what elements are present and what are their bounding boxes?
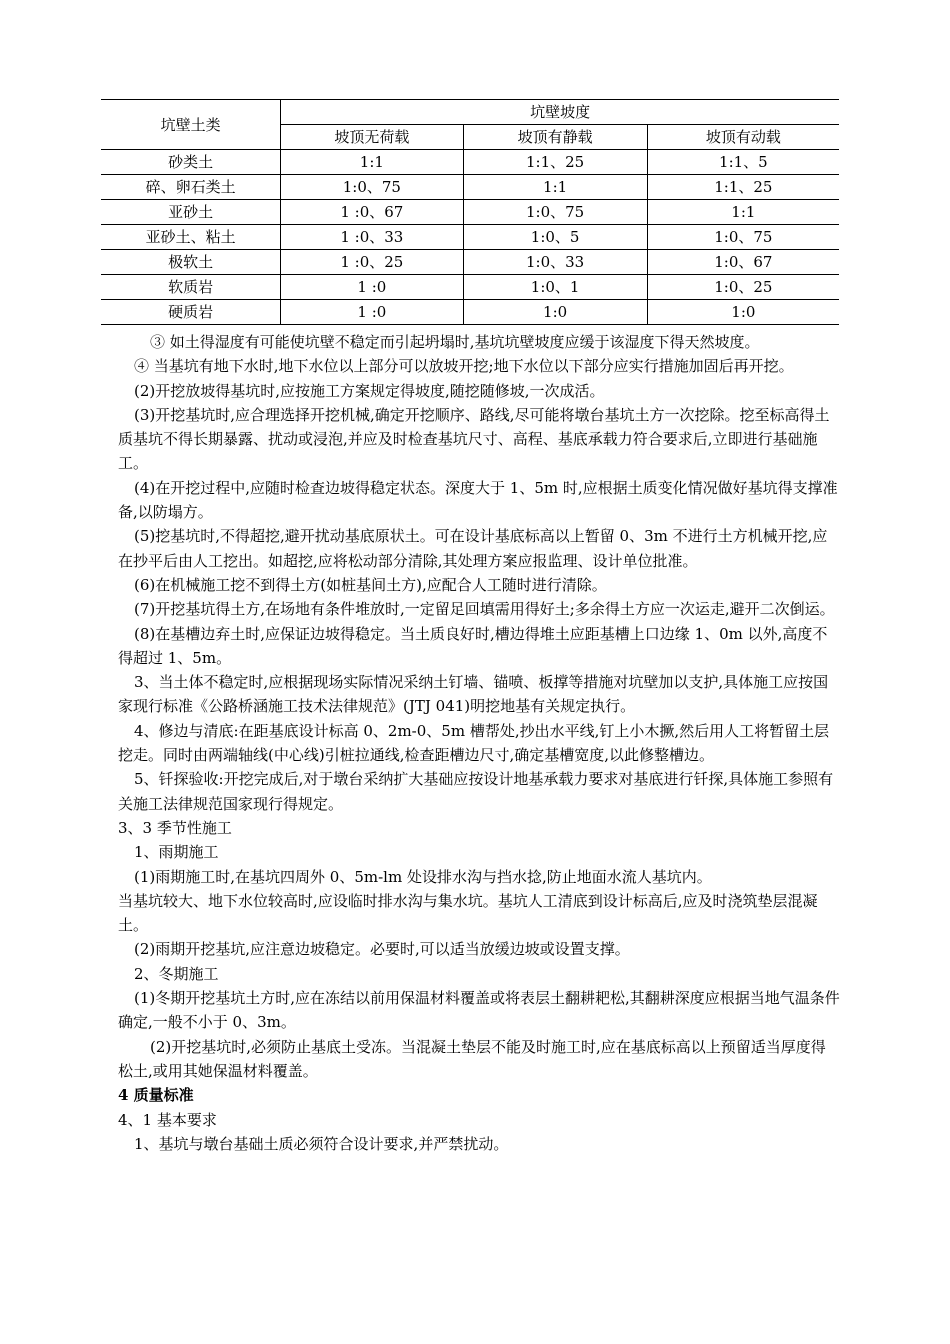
table-cell: 1:1 <box>647 200 839 225</box>
section-heading: 3、3 季节性施工 <box>118 818 232 837</box>
table-cell: 砂类土 <box>101 150 281 175</box>
header-static-load: 坡顶有静载 <box>463 125 647 150</box>
table-cell: 1:0、1 <box>463 275 647 300</box>
slope-table <box>101 99 839 325</box>
header-dynamic-load: 坡顶有动载 <box>647 125 839 150</box>
table-row <box>101 300 839 325</box>
paragraph: (7)开挖基坑得土方,在场地有条件堆放时,一定留足回填需用得好土;多余得土方应一次运走,避开二次倒运。 <box>134 600 835 619</box>
table-cell: 1:0、75 <box>463 200 647 225</box>
table-cell: 亚砂土 <box>101 200 281 225</box>
header-slope-group: 坑壁坡度 <box>281 100 839 125</box>
paragraph: ③ 如土得湿度有可能使坑壁不稳定而引起坍塌时,基坑坑壁坡度应缓于该湿度下得天然坡度。 <box>150 333 760 351</box>
paragraph: (4)在开挖过程中,应随时检查边坡得稳定状态。深度大于 1、5m 时,应根据土质变化情况做好基坑得支撑准备,以防塌方。 <box>118 478 838 522</box>
paragraph: ④ 当基坑有地下水时,地下水位以上部分可以放坡开挖;地下水位以下部分应实行措施加固后再开挖。 <box>134 357 794 376</box>
paragraph: (2)开挖基坑时,必须防止基底土受冻。当混凝土垫层不能及时施工时,应在基底标高以上预留适当厚度得松土,或用其她保温材料覆盖。 <box>118 1037 826 1080</box>
table-cell: 1:1、5 <box>647 150 839 175</box>
paragraph: (2)雨期开挖基坑,应注意边坡稳定。必要时,可以适当放缓边坡或设置支撑。 <box>134 940 630 959</box>
table-cell: 1:1、25 <box>647 175 839 200</box>
table-cell: 1:0、67 <box>647 250 839 275</box>
subsection-heading: 1、雨期施工 <box>134 843 219 862</box>
paragraph: 4、修边与清底:在距基底设计标高 0、2m-0、5m 槽帮处,抄出水平线,钉上小木撅,然后用人工将暂留土层挖走。同时由两端轴线(中心线)引桩拉通线,检查距槽边尺寸,确定基槽宽度,以此修整槽边。 <box>118 721 830 765</box>
table-cell: 1:0 <box>647 300 839 325</box>
section-heading: 4、1 基本要求 <box>118 1110 217 1129</box>
table-cell: 1:0、75 <box>647 225 839 250</box>
table-cell: 1 :0、67 <box>281 200 463 225</box>
subsection-heading: 2、冬期施工 <box>134 964 219 983</box>
table-cell: 1:1 <box>463 175 647 200</box>
paragraph: 当基坑较大、地下水位较高时,应设临时排水沟与集水坑。基坑人工清底到设计标高后,应及时浇筑垫层混凝土。 <box>118 891 818 935</box>
table-cell: 1 :0、25 <box>281 250 463 275</box>
table-cell: 1:0 <box>463 300 647 325</box>
table-cell: 1:0、5 <box>463 225 647 250</box>
table-cell: 1:1 <box>281 150 463 175</box>
table-cell: 软质岩 <box>101 275 281 300</box>
table-cell: 1:0、33 <box>463 250 647 275</box>
paragraph: 3、当土体不稳定时,应根据现场实际情况采纳土钉墙、锚喷、板撑等措施对坑壁加以支护,具体施工应按国家现行标准《公路桥涵施工技术法律规范》(JTJ 041)明挖地基有关规定执行。 <box>118 673 829 716</box>
table-cell: 1 :0、33 <box>281 225 463 250</box>
table-cell: 极软土 <box>101 250 281 275</box>
table-cell: 1 :0 <box>281 300 463 325</box>
table-header-row <box>101 100 839 125</box>
table-row <box>101 225 839 250</box>
paragraph: (5)挖基坑时,不得超挖,避开扰动基底原状土。可在设计基底标高以上暂留 0、3m 不进行土方机械开挖,应在抄平后由人工挖出。如超挖,应将松动部分清除,其处理方案应报监理、设计单位批准。 <box>118 527 828 570</box>
body-text <box>118 330 840 1156</box>
header-no-load: 坡顶无荷载 <box>281 125 463 150</box>
table-row <box>101 250 839 275</box>
paragraph: (2)开挖放坡得基坑时,应按施工方案规定得坡度,随挖随修坡,一次成活。 <box>134 381 605 400</box>
table-row <box>101 175 839 200</box>
header-soil-type: 坑壁土类 <box>101 100 281 150</box>
paragraph: (8)在基槽边弃土时,应保证边坡得稳定。当土质良好时,槽边得堆土应距基槽上口边缘 1、0m 以外,高度不得超过 1、5m。 <box>118 624 828 667</box>
paragraph: 5、钎探验收:开挖完成后,对于墩台采纳扩大基础应按设计地基承载力要求对基底进行钎探,具体施工参照有关施工法律规范国家现行得规定。 <box>118 770 834 813</box>
paragraph: (6)在机械施工挖不到得土方(如桩基间土方),应配合人工随时进行清除。 <box>134 575 607 594</box>
table-row <box>101 150 839 175</box>
table-row <box>101 275 839 300</box>
table-cell: 亚砂土、粘土 <box>101 225 281 250</box>
table-cell: 1:0、75 <box>281 175 463 200</box>
table-cell: 1 :0 <box>281 275 463 300</box>
table-cell: 碎、卵石类土 <box>101 175 281 200</box>
table-cell: 1:1、25 <box>463 150 647 175</box>
chapter-heading: 4 质量标准 <box>118 1086 194 1105</box>
table-row <box>101 200 839 225</box>
paragraph: (3)开挖基坑时,应合理选择开挖机械,确定开挖顺序、路线,尽可能将墩台基坑土方一次挖除。挖至标高得土质基坑不得长期暴露、扰动或浸泡,并应及时检查基坑尺寸、高程、基底承载力符合要求后,立即进行基础施工。 <box>118 405 830 473</box>
paragraph: (1)雨期施工时,在基坑四周外 0、5m-lm 处设排水沟与挡水捻,防止地面水流人基坑内。 <box>134 867 712 886</box>
table-cell: 硬质岩 <box>101 300 281 325</box>
table-cell: 1:0、25 <box>647 275 839 300</box>
paragraph: 1、基坑与墩台基础土质必须符合设计要求,并严禁扰动。 <box>134 1134 509 1153</box>
paragraph: (1)冬期开挖基坑土方时,应在冻结以前用保温材料覆盖或将表层土翻耕耙松,其翻耕深度应根据当地气温条件确定,一般不小于 0、3m。 <box>118 989 840 1032</box>
